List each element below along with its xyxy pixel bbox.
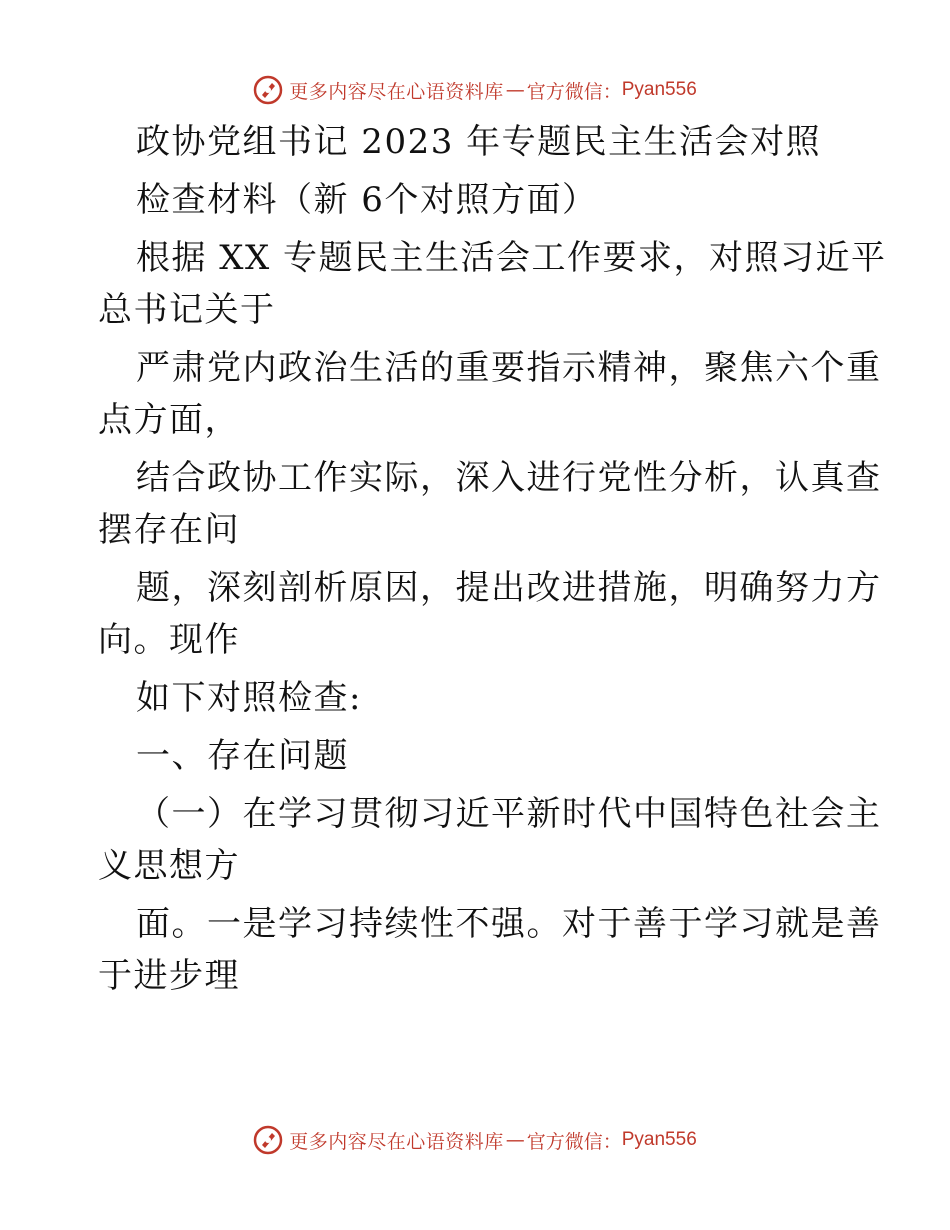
- pen-seal-icon: [253, 1125, 283, 1155]
- paragraph-line: 结合政协工作实际，深入进行党性分析，认真查: [136, 458, 882, 498]
- banner-wechat-id: Pyan556: [621, 79, 697, 100]
- document-body: [98, 120, 887, 1012]
- paragraph-line: 总书记关于: [98, 290, 276, 330]
- banner-official-label: 官方微信：: [526, 1130, 622, 1153]
- paragraph-line: 向。现作: [98, 620, 240, 660]
- pen-seal-icon: [253, 75, 283, 105]
- paragraph-line: 面。一是学习持续性不强。对于善于学习就是善: [136, 904, 882, 944]
- paragraph-line: 严肃党内政治生活的重要指示精神，聚焦六个重: [136, 348, 882, 388]
- paragraph-line: 题，深刻剖析原因，提出改进措施，明确努力方: [136, 568, 882, 608]
- paragraph-line: 如下对照检查:: [136, 678, 362, 718]
- section-heading: 一、存在问题: [136, 736, 349, 776]
- subsection-heading: （一）在学习贯彻习近平新时代中国特色社会主: [136, 794, 882, 834]
- paragraph-line: 摆存在问: [98, 510, 240, 550]
- banner-text: 更多内容尽在心语资料库: [289, 1130, 504, 1153]
- header-banner: [0, 70, 950, 110]
- title-line-1: 政协党组书记 2023 年专题民主生活会对照: [136, 122, 822, 162]
- paragraph-line: 点方面，: [98, 400, 240, 440]
- paragraph-line: 义思想方: [98, 846, 240, 886]
- banner-wechat-id: Pyan556: [621, 1129, 697, 1150]
- title-line-2: 检查材料（新 6个对照方面）: [136, 180, 598, 220]
- banner-official-label: 官方微信：: [526, 80, 622, 103]
- paragraph-line: 根据 XX 专题民主生活会工作要求，对照习近平: [136, 238, 887, 278]
- banner-text: 更多内容尽在心语资料库: [289, 80, 504, 103]
- paragraph-line: 于进步理: [98, 956, 240, 996]
- footer-banner: [0, 1120, 950, 1160]
- banner-separator: —: [505, 79, 525, 101]
- banner-separator: —: [505, 1129, 525, 1151]
